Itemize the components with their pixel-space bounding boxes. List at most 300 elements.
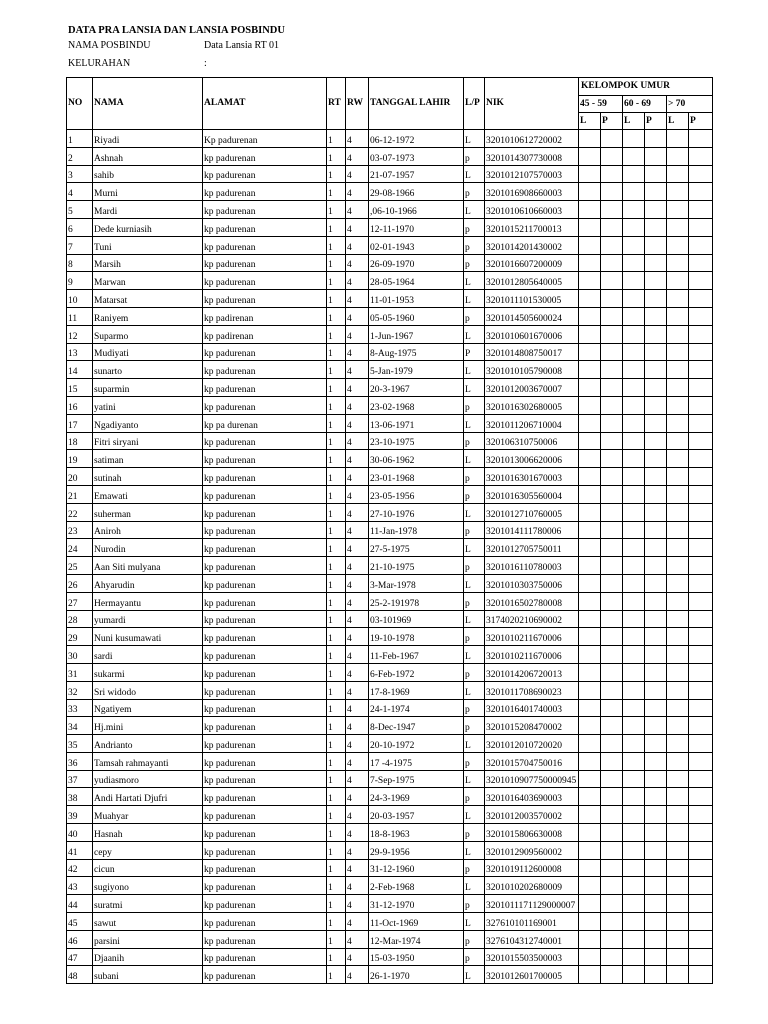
cell-age-group [667,770,689,788]
cell-age-group [689,485,713,503]
table-row [67,824,713,842]
table-row [67,663,713,681]
cell-rt: 1 [327,165,346,183]
cell-no: 45 [67,913,93,931]
cell-age-group [579,770,601,788]
cell-rw: 4 [346,290,369,308]
cell-age-group [689,717,713,735]
cell-nama: Mudiyati [93,343,203,361]
cell-age-group [645,432,667,450]
cell-rt: 1 [327,201,346,219]
cell-rt: 1 [327,735,346,753]
cell-nama: Suparmo [93,325,203,343]
cell-tanggal-lahir: 03-101969 [369,610,464,628]
cell-tanggal-lahir: 05-05-1960 [369,307,464,325]
cell-age-group [579,913,601,931]
cell-alamat: kp padurenan [203,663,327,681]
cell-age-group [689,681,713,699]
cell-age-group [689,770,713,788]
table-row [67,361,713,379]
cell-nik: 3201011206710004 [485,414,579,432]
cell-age-group [667,521,689,539]
cell-no: 10 [67,290,93,308]
cell-age-group [667,663,689,681]
cell-age-group [689,628,713,646]
cell-no: 47 [67,948,93,966]
cell-lp: L [464,966,485,984]
cell-nama: Mardi [93,201,203,219]
cell-tanggal-lahir: 23-02-1968 [369,396,464,414]
cell-alamat: kp padurenan [203,646,327,664]
cell-rw: 4 [346,432,369,450]
table-row [67,432,713,450]
cell-age-group [667,557,689,575]
cell-nama: Matarsat [93,290,203,308]
cell-rw: 4 [346,361,369,379]
cell-nama: parsini [93,930,203,948]
cell-age-group [667,485,689,503]
cell-tanggal-lahir: 21-10-1975 [369,557,464,575]
cell-alamat: kp padurenan [203,610,327,628]
cell-age-group [689,218,713,236]
cell-age-group [623,379,645,397]
cell-age-group [645,628,667,646]
cell-lp: p [464,592,485,610]
cell-age-group [579,503,601,521]
cell-age-group [623,592,645,610]
cell-tanggal-lahir: 06-12-1972 [369,130,464,148]
cell-age-group [623,147,645,165]
cell-no: 28 [67,610,93,628]
cell-rt: 1 [327,824,346,842]
cell-lp: p [464,663,485,681]
cell-age-group [579,218,601,236]
cell-tanggal-lahir: 6-Feb-1972 [369,663,464,681]
col-header-nama: NAMA [93,78,203,130]
cell-nik: 3174020210690002 [485,610,579,628]
meta-value: : [204,58,207,69]
cell-tanggal-lahir: 13-06-1971 [369,414,464,432]
cell-rw: 4 [346,521,369,539]
cell-alamat: kp padurenan [203,521,327,539]
cell-rw: 4 [346,165,369,183]
cell-age-group [601,432,623,450]
cell-tanggal-lahir: 11-Jan-1978 [369,521,464,539]
cell-age-group [689,325,713,343]
cell-age-group [579,485,601,503]
cell-alamat: kp padurenan [203,183,327,201]
cell-nik: 3201013006620006 [485,450,579,468]
cell-alamat: kp padurenan [203,877,327,895]
cell-tanggal-lahir: 8-Dec-1947 [369,717,464,735]
cell-nik: 3201012705750011 [485,539,579,557]
cell-lp: p [464,147,485,165]
cell-age-group [579,432,601,450]
cell-age-group [645,610,667,628]
cell-alamat: kp pa durenan [203,414,327,432]
cell-nik: 3201015806630008 [485,824,579,842]
cell-age-group [667,752,689,770]
cell-alamat: kp padurenan [203,841,327,859]
cell-age-group [645,841,667,859]
cell-nama: Raniyem [93,307,203,325]
cell-lp: L [464,841,485,859]
cell-age-group [623,468,645,486]
cell-rt: 1 [327,325,346,343]
cell-no: 48 [67,966,93,984]
cell-age-group [645,396,667,414]
cell-age-group [689,236,713,254]
cell-rt: 1 [327,859,346,877]
cell-nama: Djaanih [93,948,203,966]
cell-age-group [623,770,645,788]
cell-alamat: kp padurenan [203,788,327,806]
cell-nama: Ahyarudin [93,574,203,592]
cell-age-group [689,735,713,753]
cell-age-group [667,681,689,699]
cell-age-group [667,646,689,664]
cell-age-group [689,592,713,610]
cell-no: 27 [67,592,93,610]
cell-tanggal-lahir: 28-05-1964 [369,272,464,290]
cell-age-group [623,646,645,664]
cell-age-group [667,147,689,165]
table-row [67,307,713,325]
cell-age-group [645,218,667,236]
sex-header: L [623,113,645,130]
cell-age-group [601,254,623,272]
cell-age-group [645,361,667,379]
cell-no: 23 [67,521,93,539]
cell-no: 16 [67,396,93,414]
cell-alamat: kp padurenan [203,752,327,770]
cell-age-group [579,681,601,699]
cell-age-group [579,272,601,290]
cell-age-group [601,147,623,165]
cell-age-group [689,806,713,824]
cell-nama: satiman [93,450,203,468]
cell-age-group [623,663,645,681]
cell-rt: 1 [327,663,346,681]
table-row [67,236,713,254]
cell-rt: 1 [327,966,346,984]
cell-nama: Emawati [93,485,203,503]
cell-tanggal-lahir: 20-10-1972 [369,735,464,753]
cell-age-group [579,521,601,539]
cell-age-group [579,183,601,201]
cell-age-group [667,307,689,325]
cell-age-group [645,717,667,735]
cell-age-group [623,165,645,183]
cell-age-group [645,895,667,913]
cell-age-group [579,930,601,948]
cell-nik: 3201012909560002 [485,841,579,859]
cell-rt: 1 [327,574,346,592]
cell-age-group [623,557,645,575]
cell-lp: p [464,485,485,503]
cell-lp: L [464,379,485,397]
cell-age-group [579,325,601,343]
table-row [67,895,713,913]
cell-rw: 4 [346,485,369,503]
cell-nik: 3201012010720020 [485,735,579,753]
cell-tanggal-lahir: 7-Sep-1975 [369,770,464,788]
cell-age-group [645,485,667,503]
cell-rw: 4 [346,841,369,859]
cell-lp: L [464,806,485,824]
cell-alamat: kp padurenan [203,379,327,397]
cell-nik: 3201012107570003 [485,165,579,183]
age-group-header: 60 - 69 [623,96,667,113]
cell-lp: p [464,183,485,201]
cell-nik: 3201016401740003 [485,699,579,717]
cell-no: 35 [67,735,93,753]
cell-age-group [579,752,601,770]
cell-alamat: kp padurenan [203,699,327,717]
cell-nama: sardi [93,646,203,664]
cell-age-group [601,236,623,254]
table-row [67,183,713,201]
col-header-kelompok-umur: KELOMPOK UMUR [579,78,713,96]
cell-age-group [645,290,667,308]
cell-age-group [689,539,713,557]
cell-age-group [623,930,645,948]
age-group-header: 45 - 59 [579,96,623,113]
cell-age-group [667,930,689,948]
cell-no: 34 [67,717,93,735]
table-row [67,468,713,486]
cell-tanggal-lahir: ,06-10-1966 [369,201,464,219]
cell-nik: 3201012601700005 [485,966,579,984]
cell-lp: L [464,681,485,699]
cell-age-group [667,824,689,842]
cell-age-group [579,307,601,325]
cell-age-group [667,539,689,557]
cell-nik: 3201019112600008 [485,859,579,877]
cell-no: 14 [67,361,93,379]
cell-no: 5 [67,201,93,219]
cell-rw: 4 [346,147,369,165]
cell-age-group [601,877,623,895]
cell-rt: 1 [327,592,346,610]
cell-age-group [689,574,713,592]
cell-rw: 4 [346,717,369,735]
cell-age-group [689,201,713,219]
cell-lp: p [464,859,485,877]
cell-no: 20 [67,468,93,486]
cell-age-group [601,628,623,646]
cell-lp: L [464,450,485,468]
cell-nama: Fitri siryani [93,432,203,450]
cell-age-group [645,325,667,343]
cell-age-group [645,557,667,575]
cell-age-group [667,183,689,201]
sex-header: P [601,113,623,130]
cell-rt: 1 [327,396,346,414]
cell-age-group [601,913,623,931]
cell-nik: 3201010202680009 [485,877,579,895]
col-header-alamat: ALAMAT [203,78,327,130]
lansia-table [66,77,713,984]
cell-age-group [689,396,713,414]
cell-tanggal-lahir: 12-11-1970 [369,218,464,236]
cell-age-group [645,165,667,183]
cell-age-group [579,859,601,877]
cell-tanggal-lahir: 15-03-1950 [369,948,464,966]
cell-no: 21 [67,485,93,503]
cell-rt: 1 [327,877,346,895]
cell-age-group [601,361,623,379]
cell-rw: 4 [346,948,369,966]
cell-age-group [645,663,667,681]
cell-nik: 3201011101530005 [485,290,579,308]
cell-age-group [689,432,713,450]
cell-rw: 4 [346,895,369,913]
meta-row-posbindu [68,39,728,57]
cell-nik: 3201014206720013 [485,663,579,681]
cell-rt: 1 [327,485,346,503]
cell-nama: sawut [93,913,203,931]
cell-nama: cepy [93,841,203,859]
cell-age-group [645,147,667,165]
cell-rw: 4 [346,699,369,717]
cell-nik: 3201016403690003 [485,788,579,806]
cell-age-group [623,450,645,468]
cell-lp: p [464,930,485,948]
cell-age-group [623,628,645,646]
cell-lp: L [464,272,485,290]
cell-alamat: kp padurenan [203,539,327,557]
cell-age-group [601,859,623,877]
cell-no: 41 [67,841,93,859]
cell-no: 22 [67,503,93,521]
cell-age-group [667,468,689,486]
cell-no: 13 [67,343,93,361]
cell-age-group [689,877,713,895]
cell-age-group [623,806,645,824]
cell-age-group [623,218,645,236]
cell-age-group [667,574,689,592]
cell-age-group [601,557,623,575]
cell-nik: 3201014505600024 [485,307,579,325]
cell-age-group [645,503,667,521]
cell-alamat: kp padurenan [203,806,327,824]
cell-age-group [689,859,713,877]
cell-alamat: kp padurenan [203,432,327,450]
table-row [67,201,713,219]
cell-rt: 1 [327,450,346,468]
cell-nama: Nurodin [93,539,203,557]
cell-rt: 1 [327,254,346,272]
cell-tanggal-lahir: 23-01-1968 [369,468,464,486]
cell-age-group [623,681,645,699]
cell-no: 43 [67,877,93,895]
cell-age-group [601,681,623,699]
cell-age-group [689,788,713,806]
cell-age-group [645,859,667,877]
cell-age-group [689,254,713,272]
cell-age-group [579,699,601,717]
cell-no: 18 [67,432,93,450]
cell-tanggal-lahir: 21-07-1957 [369,165,464,183]
cell-nik: 3201010303750006 [485,574,579,592]
cell-age-group [623,503,645,521]
cell-nama: Tuni [93,236,203,254]
cell-age-group [667,913,689,931]
cell-rt: 1 [327,930,346,948]
cell-nik: 3201015211700013 [485,218,579,236]
cell-rw: 4 [346,628,369,646]
cell-age-group [689,414,713,432]
cell-rt: 1 [327,788,346,806]
cell-lp: p [464,468,485,486]
cell-age-group [645,913,667,931]
cell-age-group [689,895,713,913]
cell-tanggal-lahir: 11-01-1953 [369,290,464,308]
cell-nik: 3201011708690023 [485,681,579,699]
cell-lp: L [464,201,485,219]
cell-lp: L [464,574,485,592]
cell-nik: 3201010907750000945 [485,770,579,788]
cell-age-group [623,752,645,770]
cell-nama: yumardi [93,610,203,628]
cell-age-group [623,432,645,450]
cell-age-group [645,379,667,397]
cell-age-group [689,379,713,397]
cell-rt: 1 [327,521,346,539]
cell-age-group [601,396,623,414]
table-row [67,592,713,610]
cell-age-group [623,272,645,290]
cell-nik: 3201015704750016 [485,752,579,770]
cell-age-group [645,966,667,984]
cell-age-group [601,610,623,628]
cell-age-group [579,646,601,664]
cell-age-group [623,130,645,148]
cell-nama: sahib [93,165,203,183]
cell-nik: 3201015503500003 [485,948,579,966]
cell-alamat: kp padurenan [203,913,327,931]
cell-tanggal-lahir: 11-Feb-1967 [369,646,464,664]
table-row [67,414,713,432]
cell-lp: p [464,824,485,842]
cell-age-group [601,788,623,806]
cell-rw: 4 [346,663,369,681]
cell-nik: 327610101169001 [485,913,579,931]
cell-nama: sunarto [93,361,203,379]
cell-age-group [601,735,623,753]
cell-alamat: kp padurenan [203,290,327,308]
cell-nik: 3201012003670007 [485,379,579,397]
cell-no: 2 [67,147,93,165]
cell-lp: L [464,414,485,432]
cell-age-group [667,699,689,717]
cell-age-group [667,325,689,343]
cell-age-group [579,735,601,753]
cell-no: 38 [67,788,93,806]
cell-alamat: kp padurenan [203,948,327,966]
cell-lp: P [464,343,485,361]
cell-age-group [601,379,623,397]
cell-nik: 3201014307730008 [485,147,579,165]
cell-nama: Tamsah rahmayanti [93,752,203,770]
cell-age-group [623,539,645,557]
cell-tanggal-lahir: 29-9-1956 [369,841,464,859]
cell-age-group [601,770,623,788]
cell-rw: 4 [346,752,369,770]
cell-age-group [667,218,689,236]
cell-rw: 4 [346,788,369,806]
